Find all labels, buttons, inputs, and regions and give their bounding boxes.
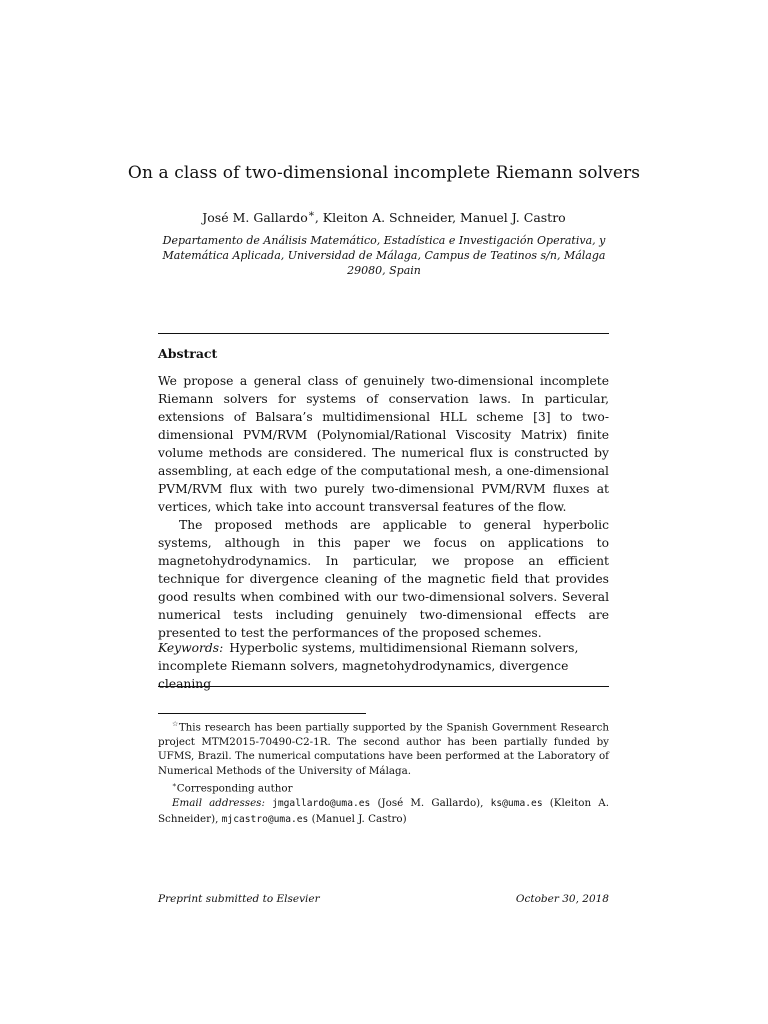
abstract-top-rule [158,333,609,334]
email-footnote [158,796,609,827]
author-others: , Kleiton A. Schneider, Manuel J. Castro [314,210,566,226]
email-name-gallardo: (José M. Gallardo), [370,797,491,810]
keywords-label: Keywords: [158,641,224,655]
author-affiliation: Departamento de Análisis Matemático, Estadística e Investigación Operativa, y Matemática Aplicada, Universidad de Málaga, Campus de Teatinos s/n, Málaga 29080, Spain [162,234,606,277]
author-list [0,208,768,225]
abstract-body [158,372,609,642]
keywords [158,639,609,693]
funding-text: This research has been partially supported by the Spanish Government Research project MTM2015-70490-C2-1R. The second author has been partially funded by UFMS, Brazil. The numerical computations have been performed at the Laboratory of Numerical Methods of the University of Málaga. [158,721,609,777]
author-gallardo: José M. Gallardo [202,210,308,226]
corresponding-footnote [158,778,609,796]
abstract-bottom-rule [158,686,609,687]
email-name-schneider: (Kleiton A. Schneider), [158,797,609,825]
email-link-schneider[interactable]: ks@uma.es [490,798,543,810]
keywords-text: Hyperbolic systems, multidimensional Riemann solvers, incomplete Riemann solvers, magnetohydrodynamics, divergence cleaning [158,641,579,691]
preprint-date: October 30, 2018 [515,893,609,905]
email-name-castro: (Manuel J. Castro) [308,812,407,825]
paper-title: On a class of two-dimensional incomplete Riemann solvers [127,163,641,183]
corresponding-author-mark: ∗ [307,208,315,220]
corresponding-mark: ∗ [172,781,177,790]
funding-mark: ☆ [172,720,179,728]
email-link-gallardo[interactable]: jmgallardo@uma.es [272,798,371,810]
footnote-rule [158,713,366,714]
abstract-paragraph-2: The proposed methods are applicable to general hyperbolic systems, although in this paper we focus on applications to magnetohydrodynamics. In particular, we propose an efficient technique for divergence cleaning of the magnetic field that provides good results when combined with our two-dimensional solvers. Several numerical tests including genuinely two-dimensional effects are presented to test the performances of the proposed schemes. [158,518,609,640]
abstract-heading: Abstract [158,346,218,361]
email-label: Email addresses: [172,797,265,810]
abstract-paragraph-1: We propose a general class of genuinely two-dimensional incomplete Riemann solvers for systems of conservation laws. In particular, extensions of Balsara’s multidimensional HLL scheme [3] to two-dimensional PVM/RVM (Polynomial/Rational Viscosity Matrix) finite volume methods are considered. The numerical flux is constructed by assembling, at each edge of the computational mesh, a one-dimensional PVM/RVM flux with two purely two-dimensional PVM/RVM fluxes at vertices, which take into account transversal features of the flow. [158,374,609,514]
corresponding-text: Corresponding author [176,782,293,795]
footnotes [158,717,609,827]
funding-footnote [158,717,609,778]
preprint-note: Preprint submitted to Elsevier [158,893,320,905]
email-link-castro[interactable]: mjcastro@uma.es [221,813,309,825]
